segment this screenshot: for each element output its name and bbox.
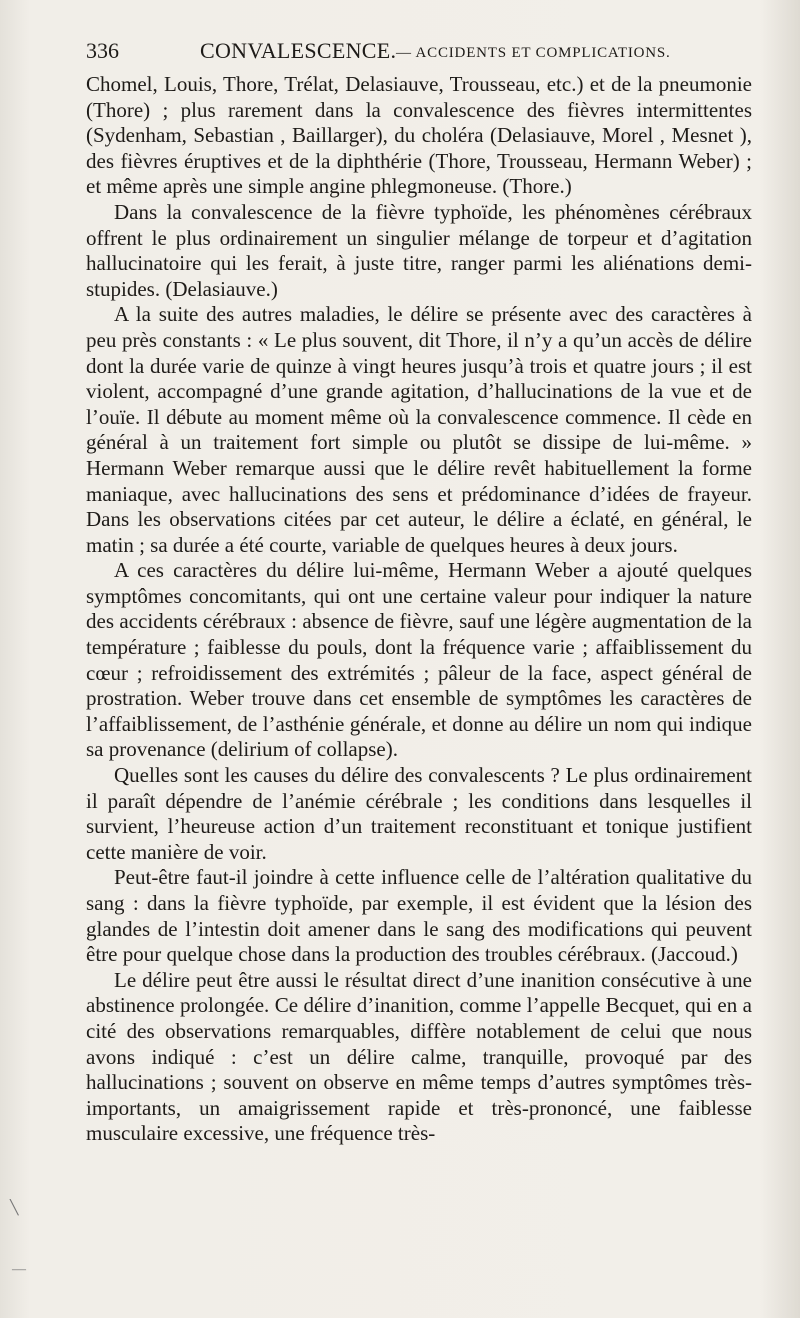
paragraph-3: A la suite des autres maladies, le délire se présente avec des caractères à peu près constants : « Le plus souvent, dit Thore, il n’y a qu’un accès de délire dont la durée varie de quinze à vingt heures jusqu’à trois et quatre jours ; il est violent, accompagné d’une grande agitation, d’hallucinations de la vue et de l’ouïe. Il débute au moment même où la convalescence commence. Il cède en général à un traitement fort simple ou plutôt se dissipe de lui-même. » Hermann Weber remarque aussi que le délire revêt habituellement la forme maniaque, avec hallucinations des sens et prédominance d’idées de frayeur. Dans les observations citées par cet auteur, le délire a éclaté, en général, le matin ; sa durée a été courte, variable de quelques heures à deux jours. xyxy=(86,302,752,557)
paragraph-2: Dans la convalescence de la fièvre typhoïde, les phénomènes cérébraux offrent le plus ordinairement un singulier mélange de torpeur et d’agitation hallucinatoire qui les ferait, à juste titre, ranger parmi les aliénations demi-stupides. (Delasiauve.) xyxy=(86,199,752,301)
paragraph-5: Quelles sont les causes du délire des convalescents ? Le plus ordinairement il paraît dépendre de l’anémie cérébrale ; les conditions dans lesquelles il survient, l’heureuse action d’un traitement reconstituant et tonique justifient cette manière de voir. xyxy=(86,763,752,864)
body-text xyxy=(86,72,752,1147)
running-title: CONVALESCENCE. xyxy=(200,38,397,63)
paragraph-7: Le délire peut être aussi le résultat direct d’une inanition consécutive à une abstinence prolongée. Ce délire d’inanition, comme l’appelle Becquet, qui en a cité des observations remarquables, diffère notablement de celui que nous avons indiqué : c’est un délire calme, tranquille, provoqué par des hallucinations ; souvent on observe en même temps d’autres symptômes très-importants, un amaigrissement rapide et très-prononcé, une faiblesse musculaire excessive, une fréquence très- xyxy=(86,967,752,1146)
paragraph-6: Peut-être faut-il joindre à cette influence celle de l’altération qualitative du sang : dans la fièvre typhoïde, par exemple, il est évident que la lésion des glandes de l’intestin doit amener dans le sang des modifications qui peuvent être pour quelque chose dans la production des troubles cérébraux. (Jaccoud.) xyxy=(86,865,752,967)
page-number: 336 xyxy=(86,38,119,63)
paragraph-4: A ces caractères du délire lui-même, Hermann Weber a ajouté quelques symptômes concomitants, qui ont une certaine valeur pour indiquer la nature des accidents cérébraux : absence de fièvre, sauf une légère augmentation de la température ; faiblesse du pouls, dont la fréquence varie ; affaiblissement du cœur ; refroidissement des extrémités ; pâleur de la face, aspect général de prostration. Weber trouve dans cet ensemble de symptômes les caractères de l’affaiblissement, de l’asthénie générale, et donne au délire un nom qui indique sa provenance (delirium of collapse). xyxy=(86,558,752,762)
paragraph-1: Chomel, Louis, Thore, Trélat, Delasiauve, Trousseau, etc.) et de la pneumonie (Thore) ; plus rarement dans la convalescence des fièvres intermittentes (Sydenham, Sebastian , Baillarger), du choléra (Delasiauve, Morel , Mesnet ), des fièvres éruptives et de la diphthérie (Thore, Trousseau, Hermann Weber) ; et même après une simple angine phlegmoneuse. (Thore.) xyxy=(86,72,752,199)
running-subtitle: — ACCIDENTS ET COMPLICATIONS. xyxy=(396,45,671,61)
running-head xyxy=(86,36,752,66)
margin-tick-mark: ╲ xyxy=(10,1201,19,1216)
margin-dash-mark: — xyxy=(12,1262,26,1277)
